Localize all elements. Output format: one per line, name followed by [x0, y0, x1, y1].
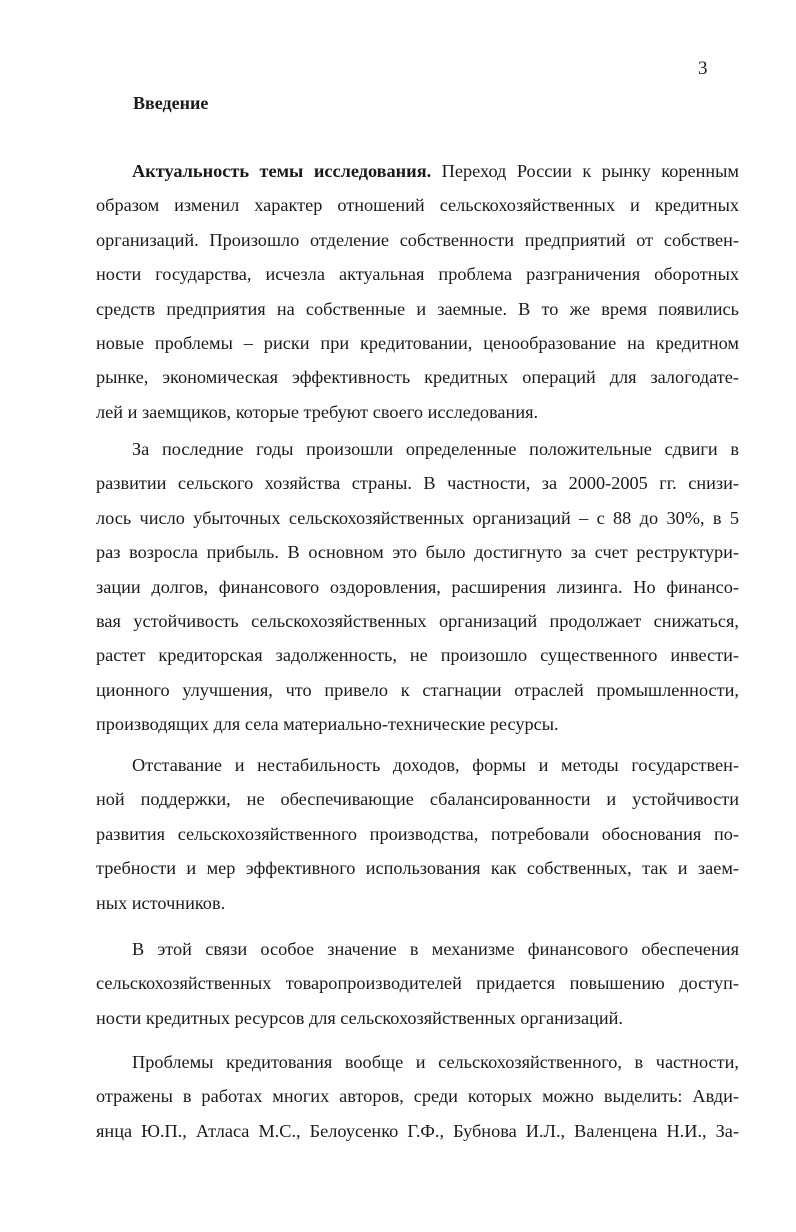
- text-line: Актуальность темы исследования. Переход России к рынку коренным: [132, 161, 740, 181]
- text-line: вая устойчивость сельскохозяйственных организаций продолжает снижаться,: [96, 611, 739, 632]
- text-line: развития сельскохозяйственного производства, потребовали обоснования по-: [96, 823, 739, 844]
- text-line: ционного улучшения, что привело к стагнации отраслей промышленности,: [96, 679, 739, 700]
- lead-phrase: Актуальность темы исследования.: [132, 161, 432, 181]
- section-heading: Введение: [133, 93, 209, 113]
- paragraph-relevance: [96, 154, 739, 429]
- text-line: раз возросла прибыль. В основном это было достигнуто за счет реструктури-: [96, 542, 739, 563]
- text-line: Проблемы кредитования вообще и сельскохозяйственного, в частности,: [132, 1052, 739, 1072]
- text-line: производящих для села материально-технические ресурсы.: [96, 714, 559, 735]
- text-line: растет кредиторская задолженность, не произошло существенного инвести-: [96, 645, 739, 666]
- paragraph-authors: [96, 1045, 739, 1148]
- text-line: развитии сельского хозяйства страны. В частности, за 2000-2005 гг. снизи-: [96, 473, 739, 494]
- paragraph-lag-instability: [96, 748, 739, 920]
- text-line: В этой связи особое значение в механизме финансового обеспечения: [132, 939, 739, 959]
- text-line: организаций. Произошло отделение собственности предприятий от собствен-: [96, 229, 739, 250]
- text-line: ной поддержки, не обеспечивающие сбалансированности и устойчивости: [96, 789, 739, 810]
- text-line: средств предприятия на собственные и заемные. В то же время появились: [96, 298, 739, 319]
- paragraph-credit-access: [96, 932, 739, 1035]
- text-line: новые проблемы – риски при кредитовании, ценообразование на кредитном: [96, 333, 739, 354]
- text-line: янца Ю.П., Атласа М.С., Белоусенко Г.Ф., Бубнова И.Л., Валенцена Н.И., За-: [96, 1120, 739, 1141]
- text-line: рынке, экономическая эффективность кредитных операций для залогодате-: [96, 367, 739, 388]
- text-line: ности кредитных ресурсов для сельскохозяйственных организаций.: [96, 1007, 623, 1028]
- text-line: лей и заемщиков, которые требуют своего исследования.: [96, 401, 539, 422]
- text-line: За последние годы произошли определенные положительные сдвиги в: [132, 439, 739, 459]
- text-line: образом изменил характер отношений сельскохозяйственных и кредитных: [96, 195, 739, 216]
- text-line: Отставание и нестабильность доходов, формы и методы государствен-: [132, 755, 739, 775]
- text-line: требности и мер эффективного использования как собственных, так и заем-: [96, 858, 739, 879]
- text-line: зации долгов, финансового оздоровления, расширения лизинга. Но финансо-: [96, 576, 739, 597]
- page-number: 3: [698, 58, 708, 79]
- text-line: лось число убыточных сельскохозяйственных организаций – с 88 до 30%, в 5: [96, 507, 739, 528]
- text-line: сельскохозяйственных товаропроизводителей придается повышению доступ-: [96, 973, 739, 994]
- text-line: ности государства, исчезла актуальная проблема разграничения оборотных: [96, 264, 739, 285]
- text-line: ных источников.: [96, 892, 226, 913]
- text-line: отражены в работах многих авторов, среди которых можно выделить: Авди-: [96, 1086, 739, 1107]
- paragraph-recent-years: [96, 432, 739, 742]
